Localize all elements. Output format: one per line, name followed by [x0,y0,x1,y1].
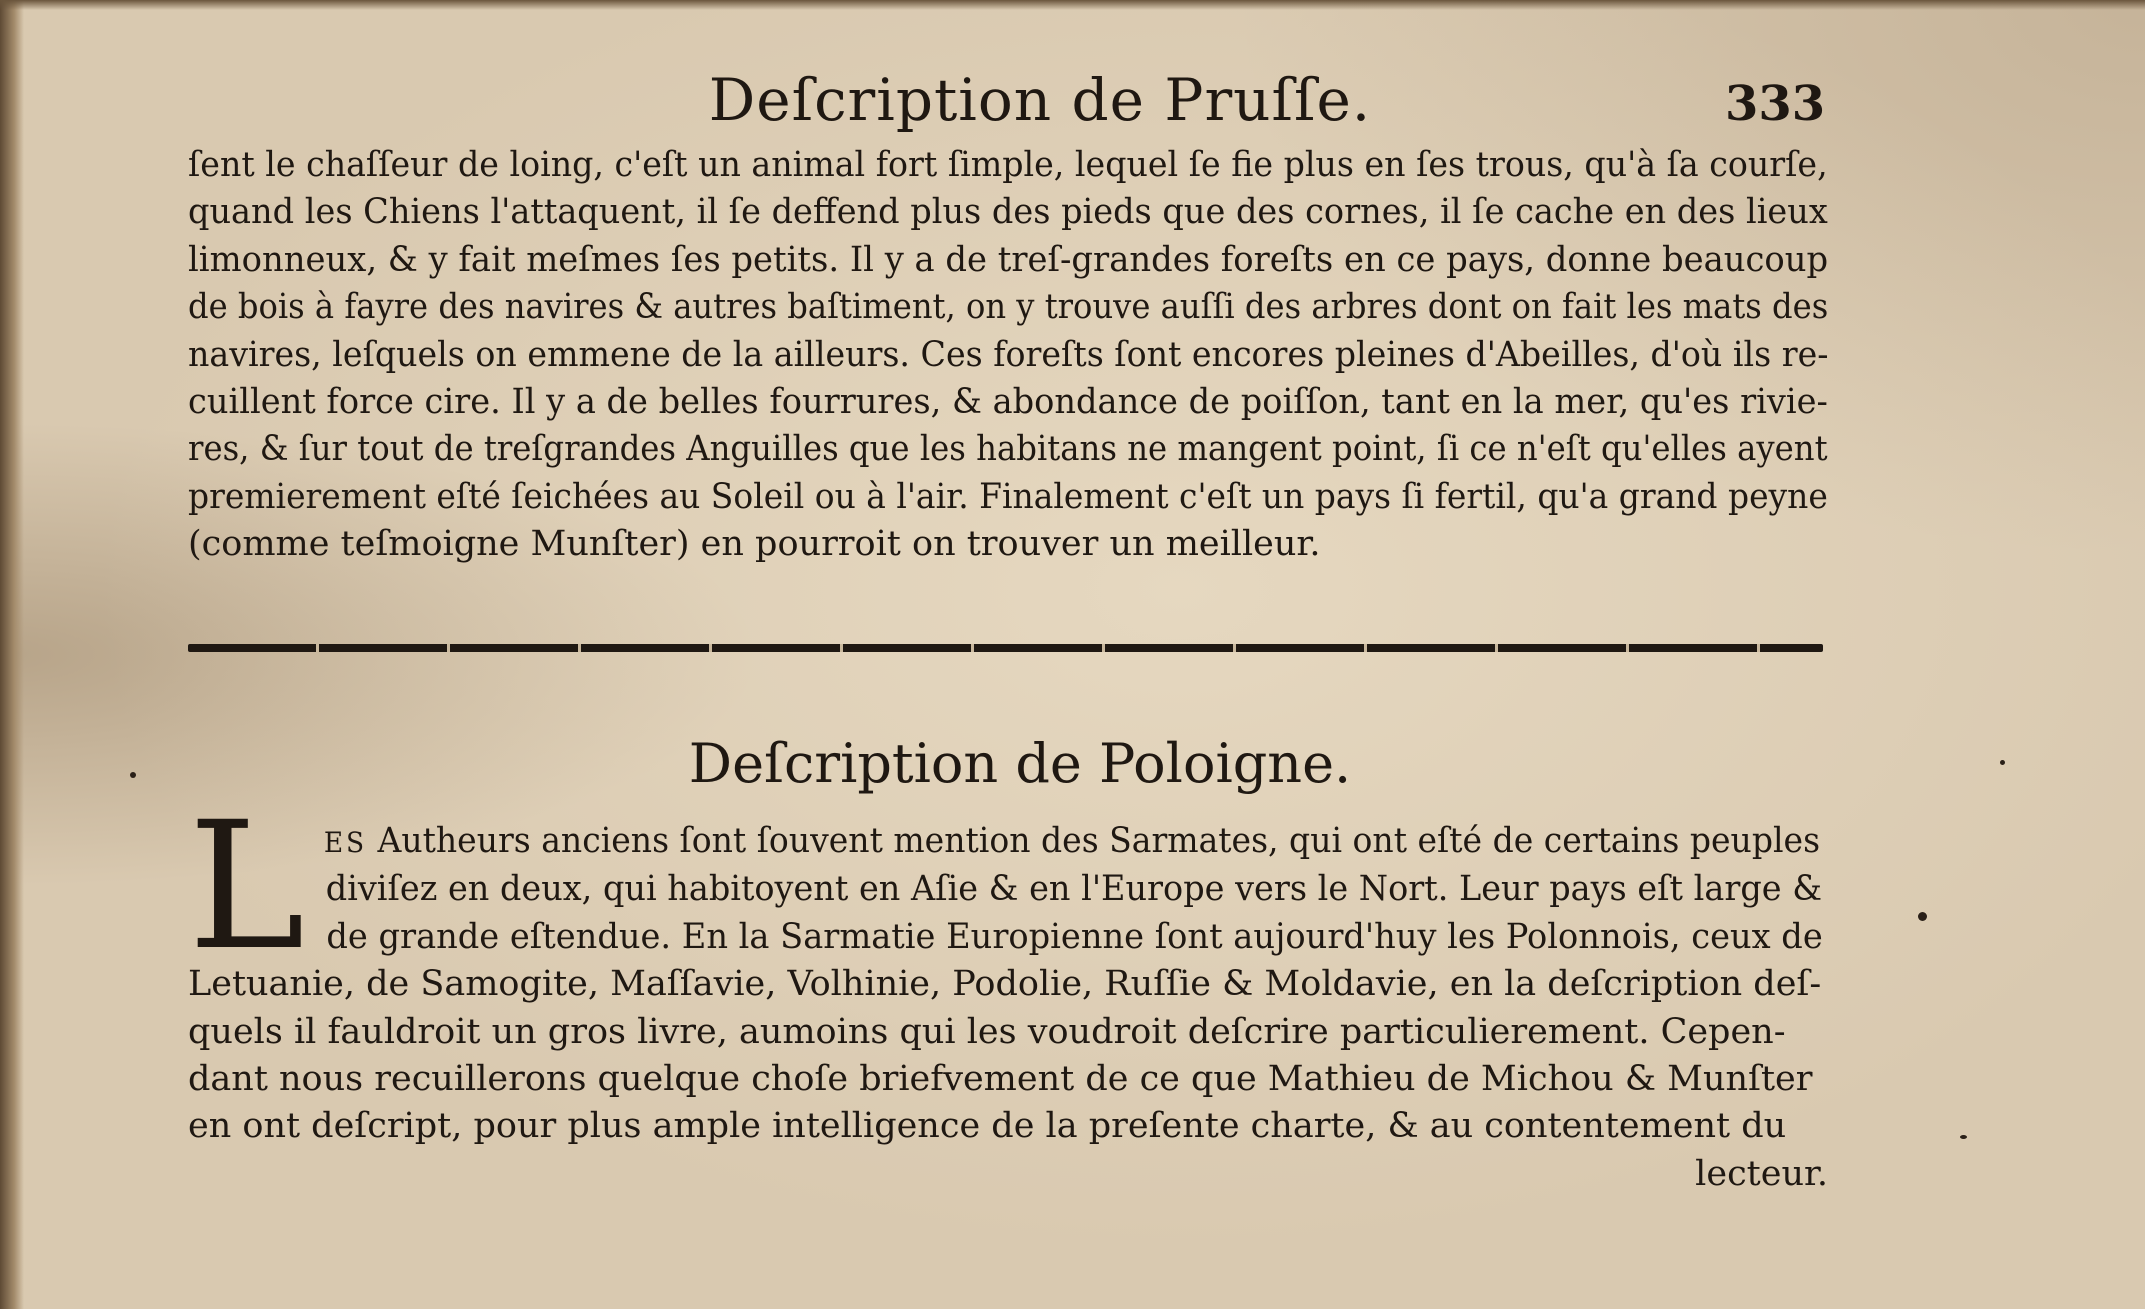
page-number: 333 [1725,76,1826,132]
text-line: Letuanie, de Samogite, Maſſavie, Volhinie, Podolie, Ruſſie & Moldavie, en la deſcription deſ- [188,964,1822,1005]
text-line: diviſez en deux, qui habitoyent en Aſie & en l'Europe vers le Nort. Leur pays eſt large & [325,869,1823,910]
running-title: Deſcription de Pruſſe. [708,66,1372,134]
text-line: en ont deſcript, pour plus ample intelligence de la preſente charte, & au contentement du [188,1106,1787,1147]
section-divider-rule [188,644,1823,652]
text-line: navires, leſquels on emmene de la ailleurs. Ces foreſts ſont encores pleines d'Abeilles, d'où ils re- [188,334,1829,375]
text-line: limonneux, & y fait meſmes ſes petits. Il y a de treſ-grandes foreſts en ce pays, donne beaucoup [188,239,1829,280]
page-gutter-shadow [0,0,24,1309]
text-line: quels il fauldroit un gros livre, aumoins qui les voudroit deſcrire particulierement. Cepen- [188,1011,1786,1052]
text-line: premierement eſté ſeichées au Soleil ou à l'air. Finalement c'eſt un pays ſi fertil, qu'a grand peyne [188,476,1828,517]
lead-letters: ES [323,826,367,859]
text-line: res, & ſur tout de treſgrandes Anguilles que les habitans ne mangent point, ſi ce n'eſt qu'elles ayent [188,429,1828,470]
ink-speck [130,772,136,778]
text-line: cuillent force cire. Il y a de belles fourrures, & abondance de poiſſon, tant en la mer, qu'es rivie- [188,382,1828,423]
text-line: (comme teſmoigne Munſter) en pourroit on trouver un meilleur. [188,524,1321,565]
text-line: quand les Chiens l'attaquent, il ſe deffend plus des pieds que des cornes, il ſe cache en des lieux [188,192,1828,233]
poland-paragraph [188,818,1828,1198]
prussia-paragraph [188,142,1828,569]
text-line-body: Autheurs anciens ſont ſouvent mention des Sarmates, qui ont eſté de certains peuples [377,821,1821,861]
text-line: ſent le chaſſeur de loing, c'eſt un animal fort ſimple, lequel ſe fie plus en ſes trous, qu'à ſa courſe, [188,145,1828,185]
section-title: Deſcription de Poloigne. [688,732,1352,795]
page-top-shadow [0,0,2145,10]
text-line [188,818,1821,866]
ink-speck [1960,1135,1967,1139]
ink-speck [1918,912,1927,921]
ink-speck [2000,760,2005,765]
text-line: lecteur. [1695,1153,1828,1194]
text-line: dant nous recuillerons quelque choſe briefvement de ce que Mathieu de Michou & Munſter [188,1059,1813,1100]
text-line: de grande eſtendue. En la Sarmatie Europienne ſont aujourd'huy les Polonnois, ceux de [326,916,1823,957]
text-line: de bois à fayre des navires & autres baſtiment, on y trouve auſſi des arbres dont on fait les mats des [188,287,1829,328]
drop-cap: L [188,784,305,989]
